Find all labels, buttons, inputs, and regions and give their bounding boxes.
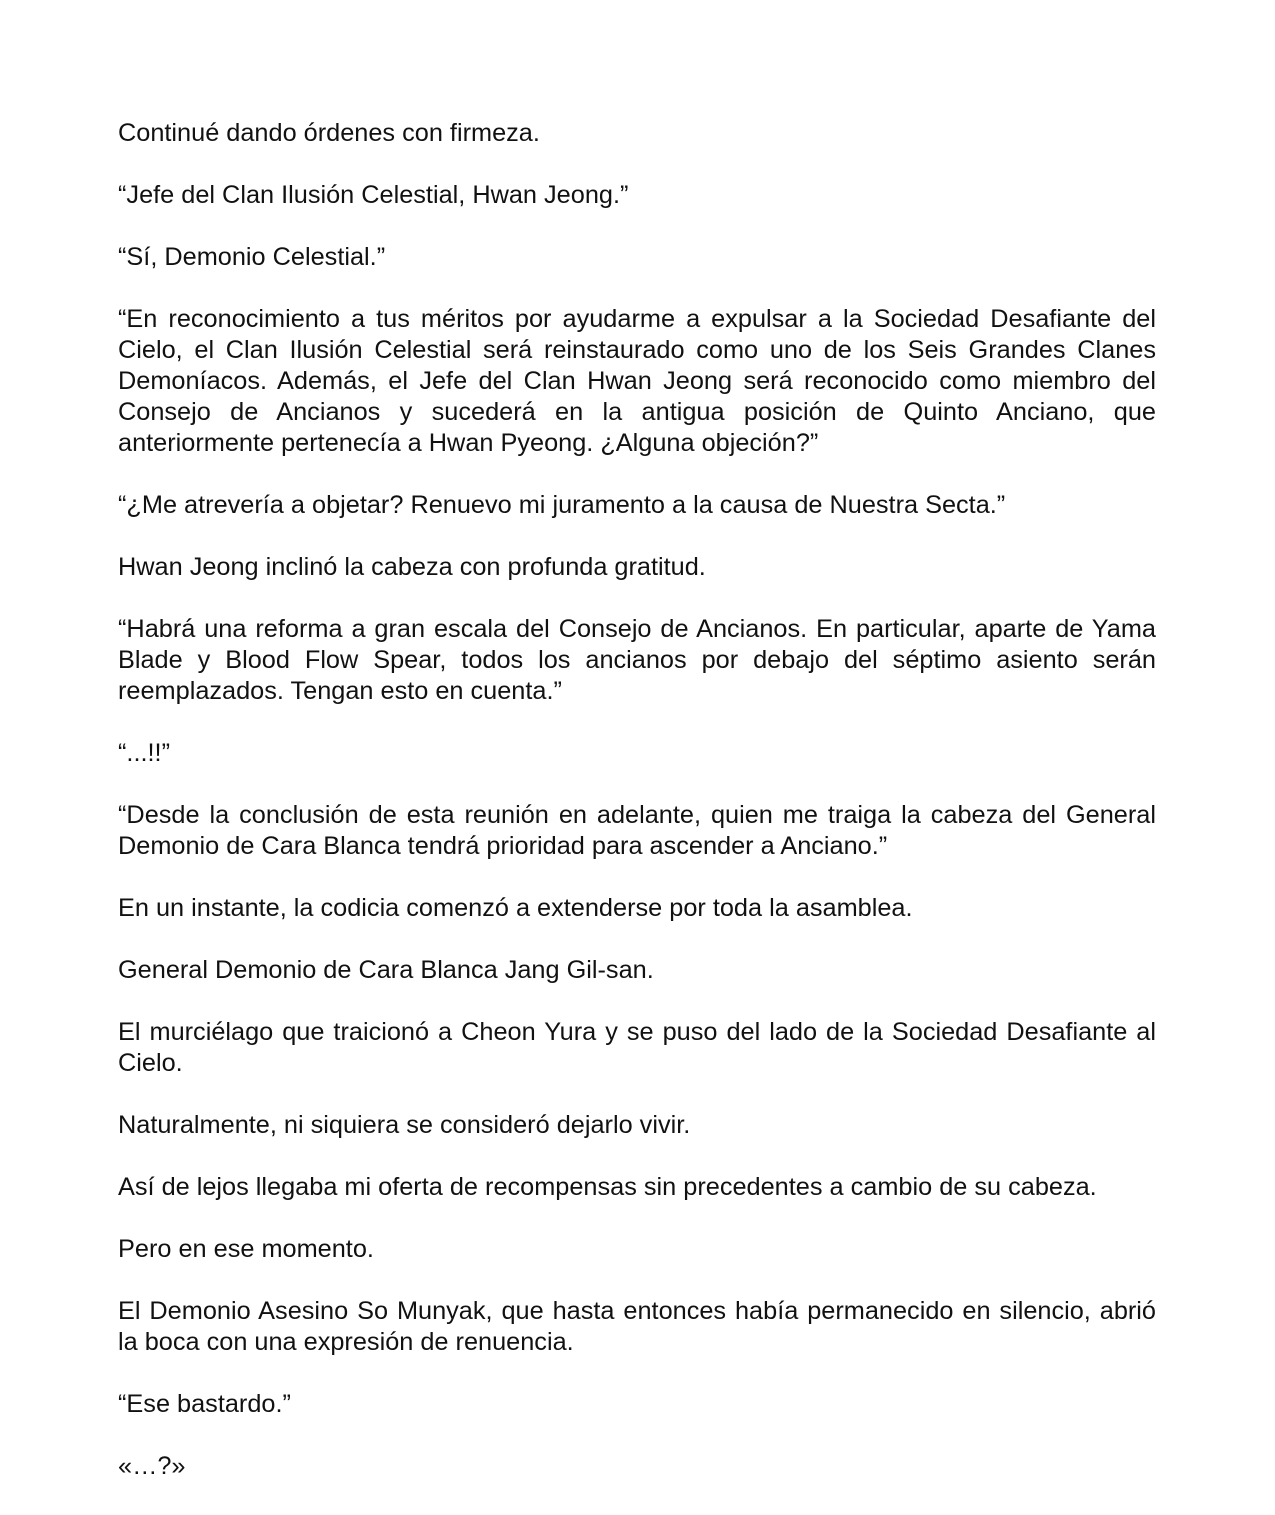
paragraph-15: Pero en ese momento. (118, 1235, 374, 1263)
paragraph-2: “Jefe del Clan Ilusión Celestial, Hwan Jeong.” (118, 181, 629, 209)
paragraph-16: El Demonio Asesino So Munyak, que hasta entonces había permanecido en silencio, abrió la boca con una expresión de renuencia. (118, 1297, 1156, 1356)
paragraph-6: Hwan Jeong inclinó la cabeza con profunda gratitud. (118, 553, 706, 581)
paragraph-12: El murciélago que traicionó a Cheon Yura y se puso del lado de la Sociedad Desafiante al Cielo. (118, 1018, 1156, 1077)
paragraph-17: “Ese bastardo.” (118, 1390, 291, 1418)
paragraph-8: “...!!” (118, 739, 170, 767)
paragraph-9: “Desde la conclusión de esta reunión en adelante, quien me traiga la cabeza del General Demonio de Cara Blanca tendrá prioridad para ascender a Anciano.” (118, 801, 1156, 860)
paragraph-13: Naturalmente, ni siquiera se consideró dejarlo vivir. (118, 1111, 691, 1139)
paragraph-5: “¿Me atrevería a objetar? Renuevo mi juramento a la causa de Nuestra Secta.” (118, 491, 1006, 519)
paragraph-4: “En reconocimiento a tus méritos por ayudarme a expulsar a la Sociedad Desafiante del Cielo, el Clan Ilusión Celestial será reinstaurado como uno de los Seis Grandes Clanes Demoníacos. Además, el Jefe del Clan Hwan Jeong será reconocido como miembro del Consejo de Ancianos y sucederá en la antigua posición de Quinto Anciano, que anteriormente pertenecía a Hwan Pyeong. ¿Alguna objeción?” (118, 305, 1156, 457)
paragraph-14: Así de lejos llegaba mi oferta de recompensas sin precedentes a cambio de su cabeza. (118, 1173, 1097, 1201)
paragraph-1: Continué dando órdenes con firmeza. (118, 119, 540, 147)
paragraph-11: General Demonio de Cara Blanca Jang Gil-san. (118, 956, 654, 984)
document-page (118, 118, 1156, 1482)
paragraph-10: En un instante, la codicia comenzó a extenderse por toda la asamblea. (118, 894, 913, 922)
paragraph-3: “Sí, Demonio Celestial.” (118, 243, 386, 271)
paragraph-18: «…?» (118, 1452, 186, 1480)
paragraph-7: “Habrá una reforma a gran escala del Consejo de Ancianos. En particular, aparte de Yama Blade y Blood Flow Spear, todos los ancianos por debajo del séptimo asiento serán reemplazados. Tengan esto en cuenta.” (118, 615, 1156, 705)
